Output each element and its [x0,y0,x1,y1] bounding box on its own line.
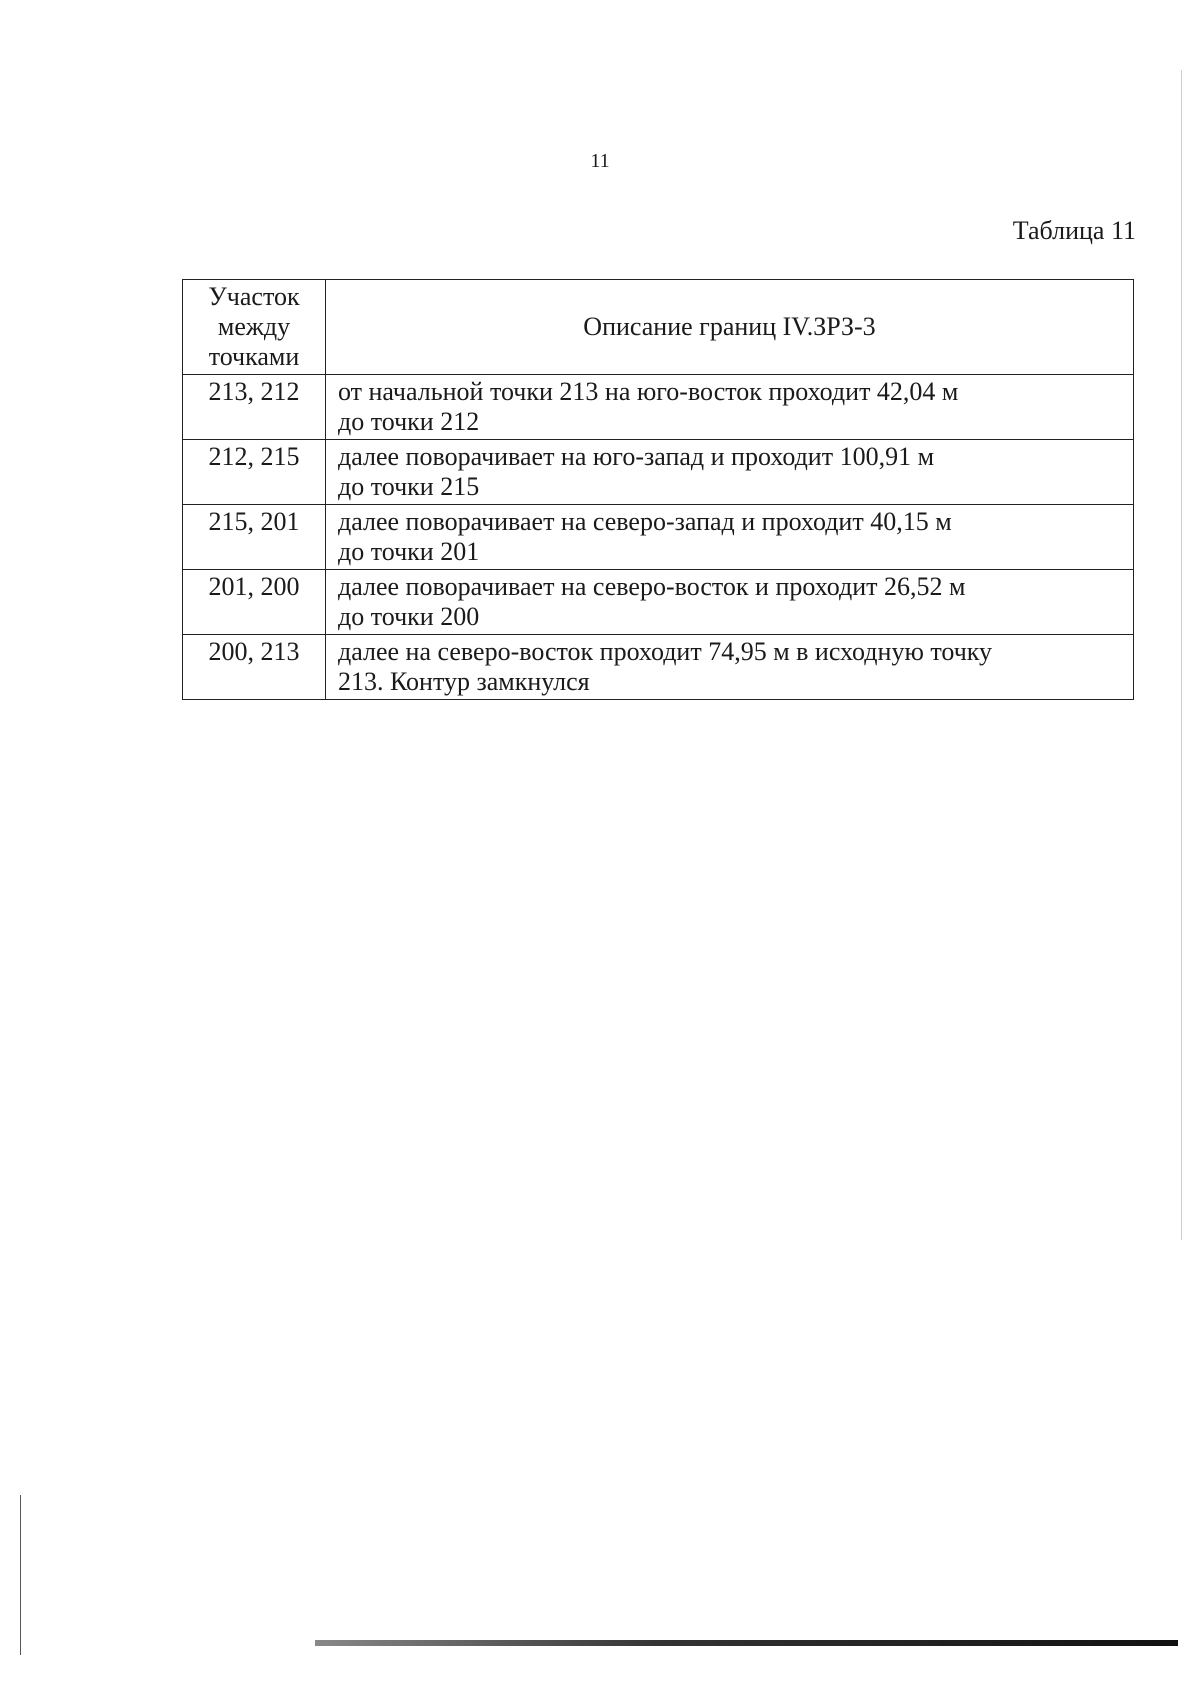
description-line: до точки 215 [338,472,480,501]
table-row [183,505,1134,570]
description-line: 213. Контур замкнулся [338,667,590,696]
description-line: далее поворачивает на северо-восток и проходит 26,52 м [338,572,966,601]
description-cell [326,570,1134,635]
header-segment [183,280,326,375]
scan-edge-line [1181,70,1182,1240]
description-line: далее поворачивает на северо-запад и проходит 40,15 м [338,507,952,536]
page-number: 11 [590,150,610,172]
segment-cell: 213, 212 [183,375,326,440]
table-row [183,440,1134,505]
table-row [183,635,1134,700]
description-cell [326,635,1134,700]
scan-bottom-rule [315,1640,1178,1646]
description-cell [326,505,1134,570]
description-cell [326,440,1134,505]
segment-cell: 212, 215 [183,440,326,505]
description-cell [326,375,1134,440]
description-line: от начальной точки 213 на юго-восток проходит 42,04 м [338,377,959,406]
segment-cell: 215, 201 [183,505,326,570]
table-row [183,375,1134,440]
description-line: далее поворачивает на юго-запад и проходит 100,91 м [338,442,935,471]
table-row [183,570,1134,635]
header-segment-line: Участок [208,282,300,311]
header-segment-line: точками [208,342,300,371]
description-line: до точки 200 [338,602,480,631]
description-line: до точки 212 [338,407,480,436]
boundary-table [182,279,1134,700]
table-header-row [183,280,1134,375]
table-caption: Таблица 11 [1012,216,1136,245]
header-description: Описание границ IV.ЗРЗ-3 [326,280,1134,375]
description-line: далее на северо-восток проходит 74,95 м в исходную точку [338,637,993,666]
segment-cell: 200, 213 [183,635,326,700]
segment-cell: 201, 200 [183,570,326,635]
scan-edge-line [20,1495,21,1655]
description-line: до точки 201 [338,537,480,566]
header-segment-line: между [217,312,291,341]
